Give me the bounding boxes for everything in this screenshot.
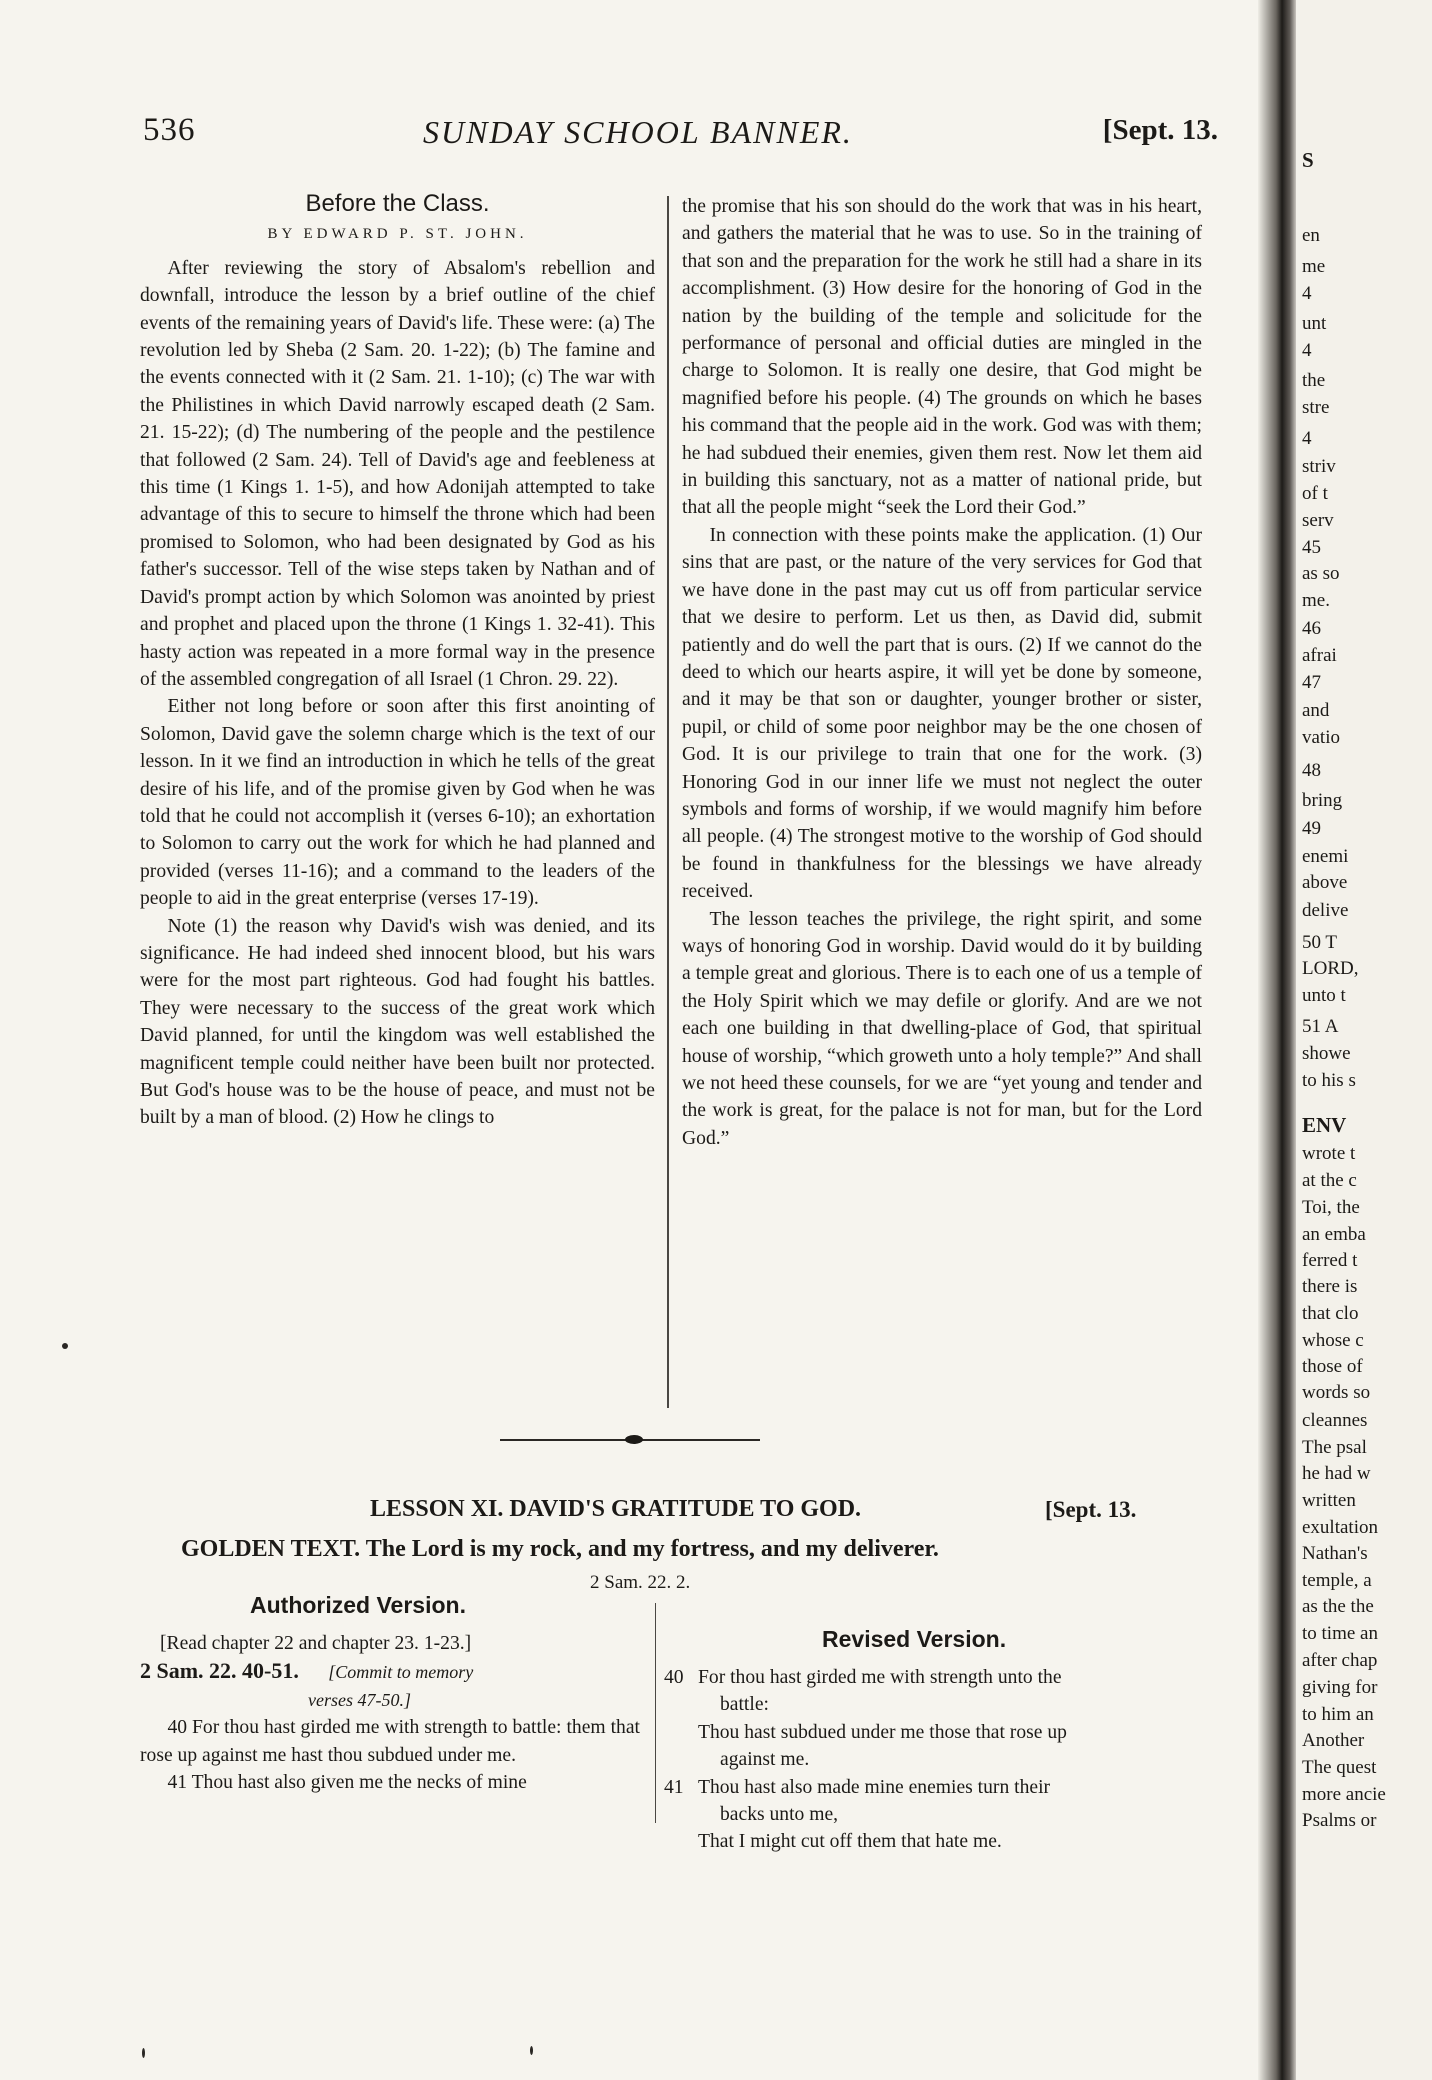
facing-page-fragment: after chap	[1302, 1650, 1378, 1671]
facing-page-fragment: 50 T	[1302, 932, 1338, 953]
facing-page-fragment: 45	[1302, 537, 1321, 558]
facing-page-fragment: ferred t	[1302, 1250, 1358, 1271]
facing-page-fragment: of t	[1302, 483, 1328, 504]
facing-page-fragment: more ancie	[1302, 1784, 1386, 1805]
facing-page-fragment: 4	[1302, 283, 1312, 304]
verse-number: 40	[664, 1667, 684, 1688]
paragraph: Either not long before or soon after this first anointing of Solomon, David gave the solemn charge which is the text of our lesson. In it we find an introduction in which he tells of the great desire of his life, and of the promise given by God when he was told that he could not accomplish it (verses 6-10); an exhortation to Solomon to carry out the work for which he had planned and provided (verses 11-16); and a command to the leaders of the people to aid in the great enterprise (verses 17-19).	[140, 696, 655, 910]
facing-page-fragment: showe	[1302, 1043, 1351, 1064]
facing-page-fragment: written	[1302, 1490, 1356, 1511]
print-speck	[530, 2046, 533, 2055]
facing-page-fragment: those of	[1302, 1356, 1363, 1377]
reference-label: 2 Sam. 22. 40-51.	[140, 1658, 299, 1684]
facing-page-fragment: exultation	[1302, 1517, 1378, 1538]
revised-version-heading: Revised Version.	[822, 1626, 1007, 1652]
facing-page-fragment: striv	[1302, 456, 1336, 477]
revised-version-text	[664, 1664, 1204, 1856]
periodical-title: SUNDAY SCHOOL BANNER.	[423, 114, 853, 150]
facing-page-fragment: en	[1302, 225, 1320, 246]
version-divider	[655, 1603, 656, 1823]
running-header	[143, 112, 1218, 162]
authorized-version-heading: Authorized Version.	[250, 1592, 466, 1618]
facing-page-fragment: there is	[1302, 1276, 1358, 1297]
facing-page-fragment: The psal	[1302, 1437, 1367, 1458]
facing-page-fragment: unto t	[1302, 985, 1346, 1006]
facing-page-fragment: words so	[1302, 1382, 1371, 1403]
verse-line: battle:	[720, 1694, 769, 1716]
facing-page-fragment: temple, a	[1302, 1570, 1372, 1591]
book-gutter	[1258, 0, 1298, 2080]
facing-page-fragment: to him an	[1302, 1704, 1374, 1725]
article-right-column	[682, 193, 1202, 1152]
paragraph: The lesson teaches the privilege, the right spirit, and some ways of honoring God in worship. David would do it by building a temple great and glorious. There is to each one of us a temple of the Holy Spirit which we may defile or glorify. And are we not each one building in that dwelling-place of God, that spiritual house of worship, “which groweth unto a holy temple?” And shall we not heed these counsels, for we are “yet young and tender and the work is great, for the palace is not for man, but for the Lord God.”	[682, 908, 1202, 1149]
verse-text: Thou hast also made mine enemies turn their	[698, 1776, 1051, 1798]
facing-page-fragment: S	[1302, 148, 1314, 172]
facing-page-fragment: LORD,	[1302, 958, 1359, 979]
facing-page-fragment: 4	[1302, 428, 1312, 449]
paragraph: the promise that his son should do the work that was in his heart, and gathers the material that he was to use. So in the training of that son and the preparation for the work he still had a share in its accomplishment. (3) How desire for the honoring of God in the nation by the building of the temple and solicitude for the performance of personal and official duties are mingled in the charge to Solomon. It is really one desire, that God might be magnified before his people. (4) The grounds on which he bases his command that the people aid in the work. God was with them; he had subdued their enemies, given them rest. Now let them aid in building this sanctuary, not as a matter of national pride, but that all the people might “seek the Lord their God.”	[682, 196, 1202, 519]
golden-text-reference: 2 Sam. 22. 2.	[590, 1572, 691, 1593]
facing-page-fragment: as so	[1302, 563, 1340, 584]
facing-page-fragment: as the the	[1302, 1596, 1374, 1617]
verse-line	[664, 1774, 1204, 1801]
facing-page-fragment: The quest	[1302, 1757, 1377, 1778]
facing-page-fragment: ENV	[1302, 1113, 1347, 1137]
facing-page-fragment: wrote t	[1302, 1143, 1356, 1164]
facing-page-fragment: me	[1302, 256, 1326, 277]
verse-line: That I might cut off them that hate me.	[698, 1831, 1002, 1853]
page-number: 536	[143, 112, 196, 148]
header-date: [Sept. 13.	[1102, 114, 1218, 146]
verse: 40 For thou hast girded me with strength to battle: them that rose up against me hast thou subdued under me.	[140, 1717, 640, 1766]
facing-page-fragment: giving for	[1302, 1677, 1378, 1698]
article-byline: BY EDWARD P. ST. JOHN.	[267, 226, 528, 243]
facing-page-fragment: whose c	[1302, 1330, 1364, 1351]
paragraph: After reviewing the story of Absalom's rebellion and downfall, introduce the lesson by a brief outline of the chief events of the remaining years of David's life. These were: (a) The revolution led by Sheba (2 Sam. 20. 1-22); (b) The famine and the events connected with it (2 Sam. 21. 1-10); (c) The war with the Philistines in which David narrowly escaped death (2 Sam. 21. 15-22); (d) The numbering of the people and the pestilence that followed (2 Sam. 24). Tell of David's age and feebleness at this time (1 Kings 1. 1-5), and how Adonijah attempted to take advantage of this to secure to himself the throne which had been promised to Solomon, who had been designated by God as his father's successor. Tell of the wise steps taken by Nathan and of David's prompt action by which Solomon was anointed by priest and prophet and placed upon the throne (1 Kings 1. 32-41). This hasty action was repeated in a more formal way in the presence of the assembled congregation of all Israel (1 Chron. 29. 22).	[140, 257, 655, 690]
column-rule	[667, 196, 669, 1408]
facing-page-fragment: afrai	[1302, 645, 1337, 666]
facing-page-fragment: 47	[1302, 672, 1321, 693]
facing-page-fragment: to time an	[1302, 1623, 1378, 1644]
verse-text: For thou hast girded me with strength unto the	[698, 1667, 1062, 1688]
facing-page-fragment: unt	[1302, 313, 1327, 334]
facing-page-fragment: 46	[1302, 618, 1321, 639]
facing-page-fragment: cleannes	[1302, 1410, 1368, 1431]
facing-page-fragment: 48	[1302, 760, 1321, 781]
reading-note: [Read chapter 22 and chapter 23. 1-23.]	[160, 1633, 472, 1654]
facing-page-fragment: 51 A	[1302, 1016, 1339, 1037]
facing-page-fragment: at the c	[1302, 1170, 1357, 1191]
facing-page-edge	[1296, 0, 1432, 2080]
facing-page-fragment: and	[1302, 700, 1330, 721]
commit-note: [Commit to memory	[328, 1662, 474, 1683]
print-speck	[62, 1343, 68, 1349]
facing-page-fragment: the	[1302, 370, 1326, 391]
facing-page-fragment: enemi	[1302, 846, 1349, 867]
facing-page-fragment: an emba	[1302, 1224, 1366, 1245]
facing-page-fragment: Psalms or	[1302, 1810, 1377, 1831]
verse-line: backs unto me,	[720, 1804, 839, 1826]
print-speck	[142, 2048, 145, 2058]
verse: 41 Thou hast also given me the necks of mine	[167, 1772, 527, 1794]
paragraph: In connection with these points make the application. (1) Our sins that are past, or the nature of the very services for God that we have done in the past may cut us off from particular service that we desire to perform. Let us then, as David did, submit patiently and do well the part that is ours. (2) If we cannot do the deed to which our hearts aspire, it will yet be done by someone, and it may be that son or daughter, younger brother or sister, pupil, or child of some poor neighbor may be the one chosen of God. It is our privilege to train that one for the work. (3) Honoring God in our inner life we must not neglect the outer symbols and forms of worship, if we would magnify him before all people. (4) The strongest motive to the worship of God should be found in thankfulness for the blessings we have already received.	[682, 524, 1202, 903]
facing-page-fragment: above	[1302, 872, 1348, 893]
facing-page-fragment: me.	[1302, 590, 1330, 611]
facing-page-fragment: 49	[1302, 818, 1321, 839]
verse-number: 41	[664, 1776, 684, 1798]
verse-line: Thou hast subdued under me those that rose up	[698, 1721, 1067, 1743]
facing-page-fragment: serv	[1302, 510, 1334, 531]
facing-page-fragment: bring	[1302, 790, 1343, 811]
lesson-heading: LESSON XI. DAVID'S GRATITUDE TO GOD.	[370, 1496, 862, 1522]
commit-note-verses: verses 47-50.]	[308, 1689, 411, 1710]
facing-page-fragment: 4	[1302, 340, 1312, 361]
article-left-column	[140, 190, 655, 1132]
facing-page-fragment: Toi, the	[1302, 1197, 1360, 1218]
facing-page-fragment: delive	[1302, 900, 1349, 921]
section-divider-ornament	[500, 1433, 760, 1447]
facing-page-fragment: to his s	[1302, 1070, 1356, 1091]
paragraph: Note (1) the reason why David's wish was denied, and its significance. He had indeed shed innocent blood, but his wars were for the most part righteous. God had fought his battles. They were necessary to the success of the great work which David planned, for until the kingdom was well established the magnificent temple could neither have been built nor protected. But God's house was to be the house of peace, and must not be built by a man of blood. (2) How he clings to	[140, 915, 655, 1129]
authorized-version-text	[140, 1630, 640, 1796]
scripture-reference	[140, 1657, 640, 1686]
article-title: Before the Class.	[305, 190, 490, 217]
facing-page-fragment: vatio	[1302, 727, 1340, 748]
verse-line	[664, 1664, 1204, 1691]
facing-page-fragment: Nathan's	[1302, 1543, 1368, 1564]
facing-page-fragment: that clo	[1302, 1303, 1359, 1324]
facing-page-fragment: Another	[1302, 1730, 1365, 1751]
verse-line: against me.	[720, 1749, 810, 1771]
golden-text: GOLDEN TEXT. The Lord is my rock, and my fortress, and my deliverer.	[181, 1536, 939, 1562]
facing-page-fragment: he had w	[1302, 1463, 1371, 1484]
facing-page-fragment: stre	[1302, 397, 1330, 418]
lesson-date: [Sept. 13.	[1045, 1497, 1137, 1522]
